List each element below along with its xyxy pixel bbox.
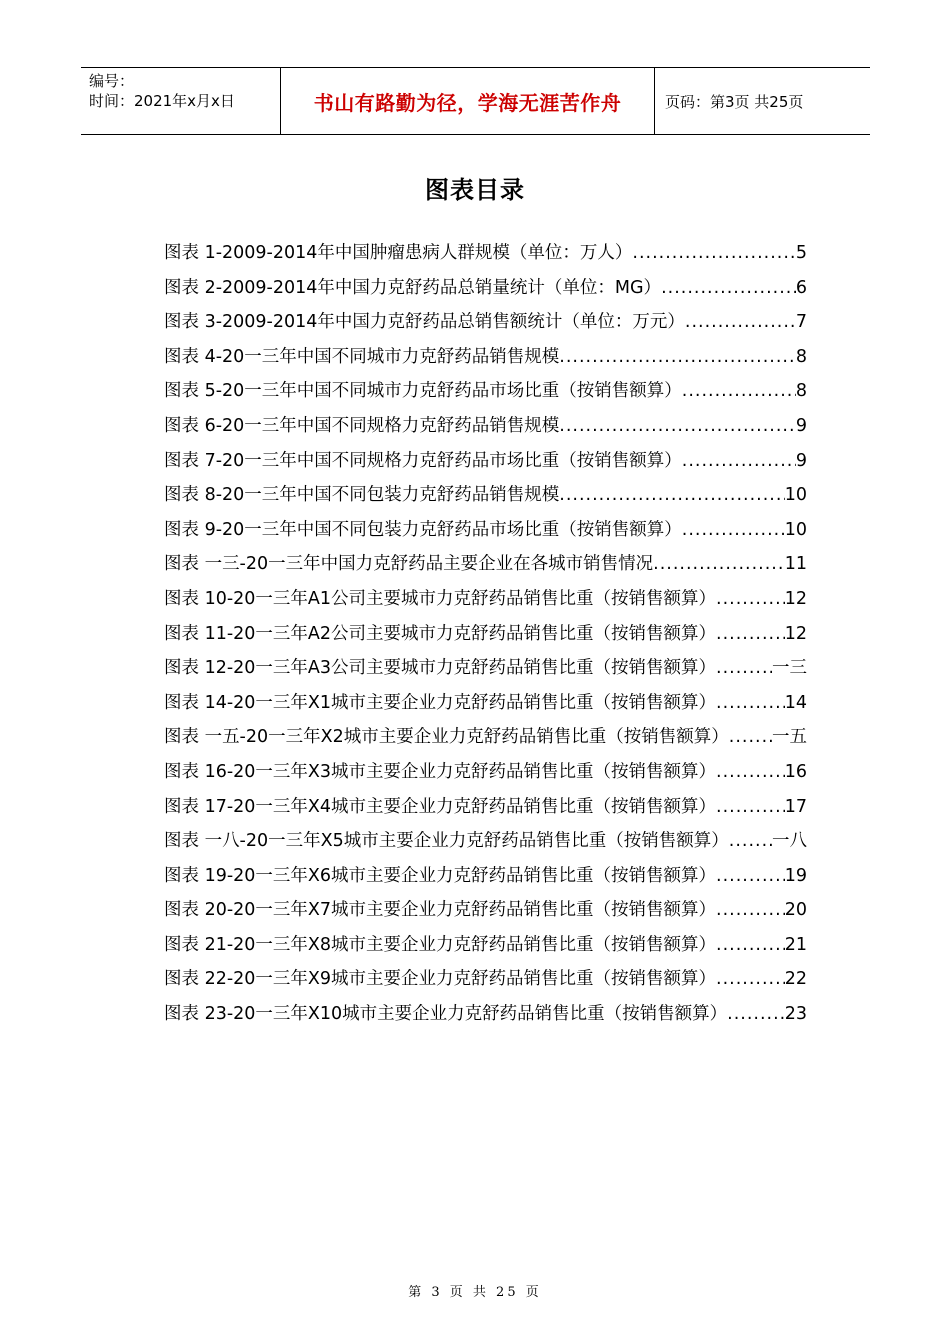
toc-entry[interactable] bbox=[164, 444, 807, 479]
document-time: 时间：2021年x月x日 bbox=[89, 92, 235, 110]
toc-entry-text: 图表 16-20一三年X3城市主要企业力克舒药品销售比重（按销售额算） bbox=[164, 761, 717, 782]
toc-entry[interactable] bbox=[164, 928, 807, 963]
toc-entry[interactable] bbox=[164, 617, 807, 652]
toc-entry[interactable] bbox=[164, 236, 807, 271]
toc-entry-page: 9 bbox=[795, 450, 807, 471]
toc-entry-page: 21 bbox=[784, 934, 807, 955]
toc-entry-text: 图表 6-20一三年中国不同规格力克舒药品销售规模 bbox=[164, 415, 560, 436]
toc-entry-page: 12 bbox=[784, 623, 807, 644]
toc-leader bbox=[729, 824, 772, 859]
toc-entry-text: 图表 17-20一三年X4城市主要企业力克舒药品销售比重（按销售额算） bbox=[164, 796, 717, 817]
toc-entry-page: 23 bbox=[784, 1004, 807, 1025]
toc-leader bbox=[716, 686, 785, 721]
toc-entry[interactable] bbox=[164, 893, 807, 928]
toc-entry-page: 16 bbox=[784, 761, 807, 782]
toc-leader bbox=[632, 236, 795, 271]
toc-entry-text: 图表 一八-20一三年X5城市主要企业力克舒药品销售比重（按销售额算） bbox=[164, 831, 729, 852]
toc-entry-page: 10 bbox=[784, 485, 807, 506]
toc-leader bbox=[716, 651, 772, 686]
toc-entry[interactable] bbox=[164, 478, 807, 513]
toc-entry-text: 图表 5-20一三年中国不同城市力克舒药品市场比重（按销售额算） bbox=[164, 381, 682, 402]
toc-leader bbox=[661, 271, 796, 306]
toc-entry[interactable] bbox=[164, 720, 807, 755]
table-of-figures bbox=[164, 236, 807, 1032]
toc-entry-text: 图表 7-20一三年中国不同规格力克舒药品市场比重（按销售额算） bbox=[164, 450, 682, 471]
toc-entry-page: 22 bbox=[784, 969, 807, 990]
toc-entry-text: 图表 14-20一三年X1城市主要企业力克舒药品销售比重（按销售额算） bbox=[164, 692, 717, 713]
toc-entry[interactable] bbox=[164, 651, 807, 686]
toc-entry-page: 6 bbox=[795, 277, 807, 298]
toc-leader bbox=[559, 409, 796, 444]
toc-entry[interactable] bbox=[164, 962, 807, 997]
toc-entry[interactable] bbox=[164, 340, 807, 375]
toc-entry-page: 20 bbox=[784, 900, 807, 921]
toc-entry-page: 11 bbox=[784, 554, 807, 575]
toc-leader bbox=[716, 755, 785, 790]
toc-entry-text: 图表 8-20一三年中国不同包装力克舒药品销售规模 bbox=[164, 485, 560, 506]
toc-entry-page: 一三 bbox=[772, 658, 807, 679]
toc-entry[interactable] bbox=[164, 997, 807, 1032]
toc-leader bbox=[653, 547, 785, 582]
toc-entry[interactable] bbox=[164, 409, 807, 444]
toc-leader bbox=[727, 997, 785, 1032]
toc-leader bbox=[716, 859, 785, 894]
header-page-info: 页码：第3页 共25页 bbox=[665, 92, 804, 111]
toc-entry-page: 8 bbox=[795, 381, 807, 402]
toc-entry[interactable] bbox=[164, 824, 807, 859]
document-number: 编号： bbox=[89, 72, 135, 90]
toc-leader bbox=[716, 928, 785, 963]
toc-entry[interactable] bbox=[164, 271, 807, 306]
toc-entry-page: 19 bbox=[784, 865, 807, 886]
toc-leader bbox=[716, 790, 785, 825]
toc-leader bbox=[682, 444, 796, 479]
toc-entry[interactable] bbox=[164, 305, 807, 340]
page-header bbox=[81, 67, 870, 135]
page-footer: 第 3 页 共 25 页 bbox=[408, 1285, 542, 1300]
toc-entry-text: 图表 9-20一三年中国不同包装力克舒药品市场比重（按销售额算） bbox=[164, 519, 682, 540]
toc-entry[interactable] bbox=[164, 859, 807, 894]
toc-entry-page: 8 bbox=[795, 346, 807, 367]
toc-leader bbox=[559, 340, 796, 375]
header-motto: 书山有路勤为径，学海无涯苦作舟 bbox=[281, 68, 655, 134]
toc-leader bbox=[559, 478, 784, 513]
toc-entry-page: 5 bbox=[795, 243, 807, 263]
toc-entry-page: 一八 bbox=[772, 831, 807, 852]
toc-entry[interactable] bbox=[164, 547, 807, 582]
header-meta bbox=[81, 68, 281, 134]
toc-entry-text: 图表 19-20一三年X6城市主要企业力克舒药品销售比重（按销售额算） bbox=[164, 865, 717, 886]
toc-entry[interactable] bbox=[164, 582, 807, 617]
toc-entry-text: 图表 22-20一三年X9城市主要企业力克舒药品销售比重（按销售额算） bbox=[164, 969, 717, 990]
toc-leader bbox=[716, 962, 785, 997]
toc-entry-text: 图表 12-20一三年A3公司主要城市力克舒药品销售比重（按销售额算） bbox=[164, 658, 717, 679]
toc-entry-text: 图表 4-20一三年中国不同城市力克舒药品销售规模 bbox=[164, 346, 560, 367]
toc-entry-page: 一五 bbox=[772, 727, 807, 748]
toc-entry[interactable] bbox=[164, 790, 807, 825]
toc-leader bbox=[682, 513, 785, 548]
toc-leader bbox=[716, 617, 785, 652]
toc-entry-page: 9 bbox=[795, 415, 807, 436]
toc-leader bbox=[716, 893, 785, 928]
toc-entry[interactable] bbox=[164, 513, 807, 548]
toc-leader bbox=[682, 374, 796, 409]
toc-entry-page: 10 bbox=[784, 519, 807, 540]
toc-entry-text: 图表 一三-20一三年中国力克舒药品主要企业在各城市销售情况 bbox=[164, 554, 654, 575]
toc-entry-text: 图表 10-20一三年A1公司主要城市力克舒药品销售比重（按销售额算） bbox=[164, 588, 717, 609]
toc-entry[interactable] bbox=[164, 686, 807, 721]
page-title: 图表目录 bbox=[425, 176, 525, 204]
toc-entry-page: 17 bbox=[784, 796, 807, 817]
toc-entry-page: 7 bbox=[795, 312, 807, 333]
toc-entry-text: 图表 11-20一三年A2公司主要城市力克舒药品销售比重（按销售额算） bbox=[164, 623, 717, 644]
toc-leader bbox=[685, 305, 796, 340]
toc-entry-page: 12 bbox=[784, 588, 807, 609]
toc-entry[interactable] bbox=[164, 374, 807, 409]
toc-entry-text: 图表 3-2009-2014年中国力克舒药品总销售额统计（单位：万元） bbox=[164, 312, 685, 333]
toc-entry-text: 图表 23-20一三年X10城市主要企业力克舒药品销售比重（按销售额算） bbox=[164, 1004, 728, 1025]
toc-entry-page: 14 bbox=[784, 692, 807, 713]
toc-entry-text: 图表 21-20一三年X8城市主要企业力克舒药品销售比重（按销售额算） bbox=[164, 934, 717, 955]
toc-entry[interactable] bbox=[164, 755, 807, 790]
toc-leader bbox=[729, 720, 772, 755]
toc-entry-text: 图表 1-2009-2014年中国肿瘤患病人群规模（单位：万人） bbox=[164, 243, 633, 263]
toc-entry-text: 图表 一五-20一三年X2城市主要企业力克舒药品销售比重（按销售额算） bbox=[164, 727, 729, 748]
toc-leader bbox=[716, 582, 785, 617]
toc-entry-text: 图表 20-20一三年X7城市主要企业力克舒药品销售比重（按销售额算） bbox=[164, 900, 717, 921]
toc-entry-text: 图表 2-2009-2014年中国力克舒药品总销量统计（单位：MG） bbox=[164, 277, 662, 298]
